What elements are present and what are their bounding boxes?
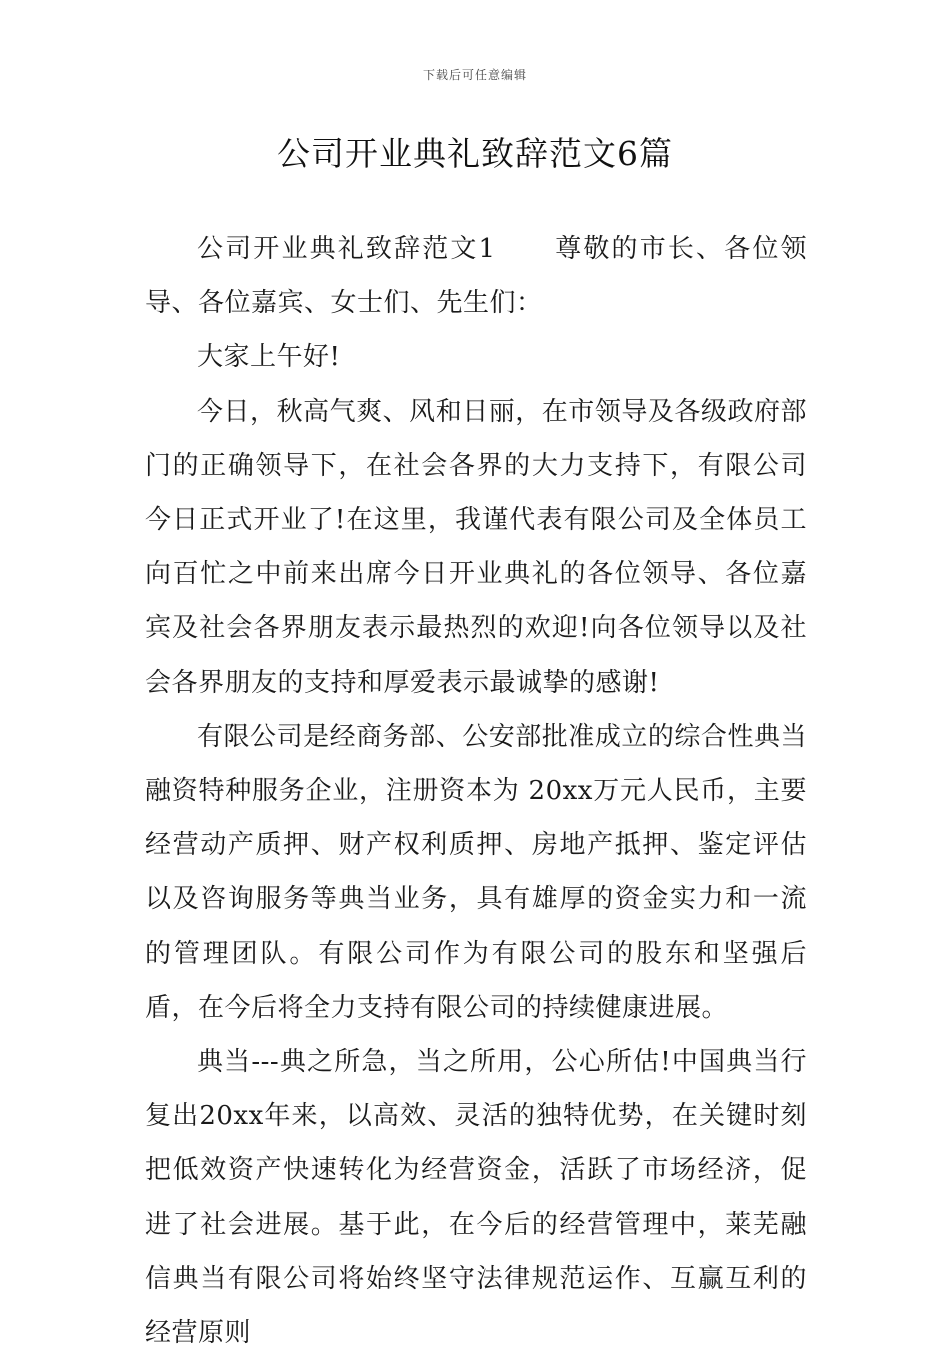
- greeting-text: 尊敬的市长、各位领导、各位嘉宾、女士们、先生们：: [145, 234, 807, 319]
- paragraph-welcome: 今日，秋高气爽、风和日丽，在市领导及各级政府部门的正确领导下，在社会各界的大力支持下，有限公司今日正式开业了!在这里，我谨代表有限公司及全体员工向百忙之中前来出席今日开业典礼的各位领导、各位嘉宾及社会各界朋友表示最热烈的欢迎!向各位领导以及社会各界朋友的支持和厚爱表示最诚挚的感谢!: [145, 396, 807, 698]
- document-body: [145, 222, 807, 1360]
- paragraph-salutation: 大家上午好!: [197, 342, 341, 373]
- paragraph-opening: [145, 222, 807, 330]
- header-note: 下载后可任意编辑: [422, 68, 527, 82]
- section-heading: 公司开业典礼致辞范文1: [197, 234, 496, 264]
- document-title: 公司开业典礼致辞范文6篇: [277, 134, 673, 173]
- paragraph-company-intro: 有限公司是经商务部、公安部批准成立的综合性典当融资特种服务企业，注册资本为 20xx万元人民币，主要经营动产质押、财产权利质押、房地产抵押、鉴定评估以及咨询服务等典当业务，具有雄厚的资金实力和一流的管理团队。有限公司作为有限公司的股东和坚强后盾，在今后将全力支持有限公司的持续健康进展。: [145, 721, 807, 1023]
- paragraph-pawn-industry: 典当---典之所急，当之所用，公心所估!中国典当行复出20xx年来，以高效、灵活的独特优势，在关键时刻把低效资产快速转化为经营资金，活跃了市场经济，促进了社会进展。基于此，在今后的经营管理中，莱芜融信典当有限公司将始终坚守法律规范运作、互赢互利的经营原则: [145, 1047, 807, 1349]
